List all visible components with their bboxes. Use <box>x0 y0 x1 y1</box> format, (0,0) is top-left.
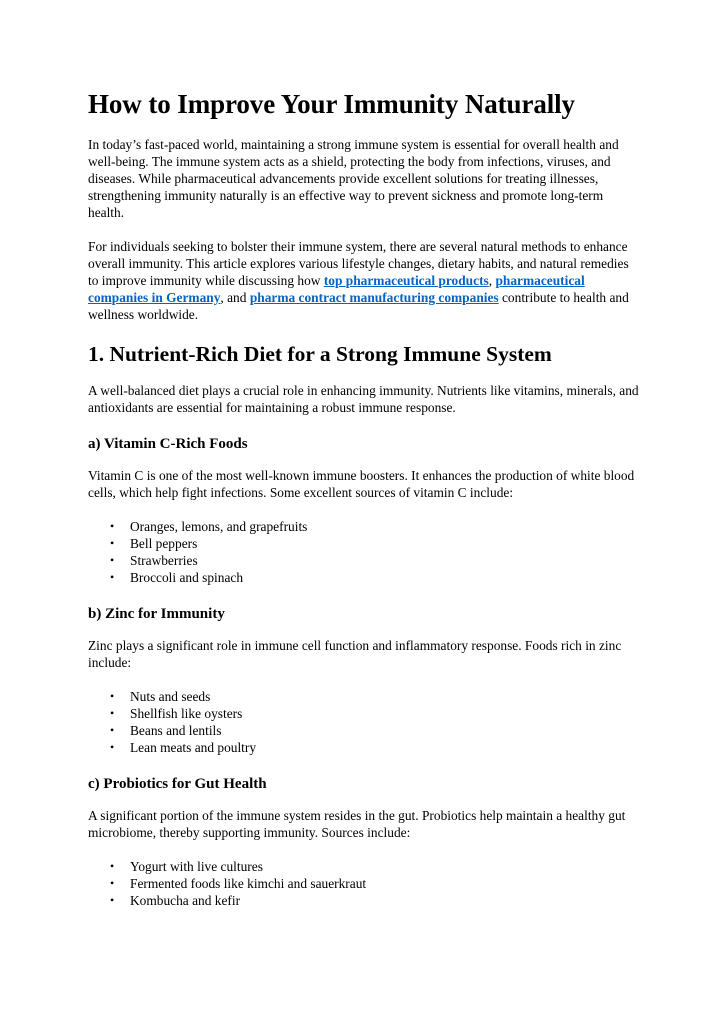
bullet-icon: • <box>110 740 115 754</box>
bullet-icon: • <box>110 570 115 584</box>
intro-p2-text-end: contribute to health and wellness worldwide. <box>88 290 629 322</box>
list-item-text: Yogurt with live cultures <box>130 859 263 874</box>
bullet-icon: • <box>110 689 115 703</box>
bullet-icon: • <box>110 893 115 907</box>
list-item <box>88 739 640 756</box>
link-pharma-contract-manufacturing[interactable]: pharma contract manufacturing companies <box>249 290 499 305</box>
bullet-icon: • <box>110 553 115 567</box>
bullet-icon: • <box>110 536 115 550</box>
subsection-c-heading: c) Probiotics for Gut Health <box>88 776 267 792</box>
intro-p2-text-start: For individuals seeking to bolster their immune system, there are several natural methods to enhance overall immunity. This article explores various lifestyle changes, dietary habits, and natural remedies to improve immunity while discussing how <box>88 239 629 288</box>
bullet-icon: • <box>110 859 115 873</box>
list-item-text: Strawberries <box>130 553 198 568</box>
list-item-text: Shellfish like oysters <box>130 706 243 721</box>
list-item-text: Fermented foods like kimchi and sauerkraut <box>130 876 367 891</box>
intro-paragraph-2 <box>88 238 640 323</box>
section-1-heading: 1. Nutrient-Rich Diet for a Strong Immune System <box>88 342 552 366</box>
bullet-icon: • <box>110 519 115 533</box>
intro-paragraph-1: In today’s fast-paced world, maintaining a strong immune system is essential for overall health and well-being. The immune system acts as a shield, protecting the body from infections, viruses, and diseases. While pharmaceutical advancements provide excellent solutions for treating illnesses, strengthening immunity naturally is an effective way to prevent sickness and promote long-term health. <box>88 137 619 220</box>
bullet-icon: • <box>110 876 115 890</box>
intro-p2-sep-2: , and <box>220 290 250 305</box>
list-item <box>88 552 640 569</box>
list-item-text: Broccoli and spinach <box>130 570 244 585</box>
list-item <box>88 722 640 739</box>
list-item-text: Beans and lentils <box>130 723 222 738</box>
subsection-b-heading: b) Zinc for Immunity <box>88 606 225 622</box>
list-item-text: Bell peppers <box>130 536 198 551</box>
list-item <box>88 688 640 705</box>
list-item <box>88 892 640 909</box>
article-body <box>88 86 640 909</box>
list-item <box>88 518 640 535</box>
link-top-pharmaceutical-products[interactable]: top pharmaceutical products <box>323 273 489 288</box>
zinc-list <box>88 688 640 756</box>
list-item <box>88 858 640 875</box>
list-item-text: Nuts and seeds <box>130 689 211 704</box>
link-pharmaceutical-companies-germany[interactable]: pharmaceutical companies in Germany <box>88 273 585 305</box>
subsection-a-paragraph: Vitamin C is one of the most well-known immune boosters. It enhances the production of white blood cells, which help fight infections. Some excellent sources of vitamin C include: <box>88 468 635 500</box>
subsection-b-paragraph: Zinc plays a significant role in immune cell function and inflammatory response. Foods rich in zinc include: <box>88 638 622 670</box>
list-item-text: Kombucha and kefir <box>130 893 241 908</box>
list-item-text: Lean meats and poultry <box>130 740 257 755</box>
bullet-icon: • <box>110 723 115 737</box>
subsection-c-paragraph: A significant portion of the immune system resides in the gut. Probiotics help maintain a healthy gut microbiome, thereby supporting immunity. Sources include: <box>88 808 626 840</box>
section-1-paragraph: A well-balanced diet plays a crucial role in enhancing immunity. Nutrients like vitamins, minerals, and antioxidants are essential for maintaining a robust immune response. <box>88 383 639 415</box>
probiotics-list <box>88 858 640 909</box>
list-item <box>88 535 640 552</box>
list-item <box>88 875 640 892</box>
bullet-icon: • <box>110 706 115 720</box>
list-item <box>88 569 640 586</box>
subsection-a-heading: a) Vitamin C-Rich Foods <box>88 436 248 452</box>
list-item <box>88 705 640 722</box>
intro-p2-sep-1: , <box>488 273 496 288</box>
list-item-text: Oranges, lemons, and grapefruits <box>130 519 308 534</box>
page-title: How to Improve Your Immunity Naturally <box>88 89 575 119</box>
vitamin-c-list <box>88 518 640 586</box>
